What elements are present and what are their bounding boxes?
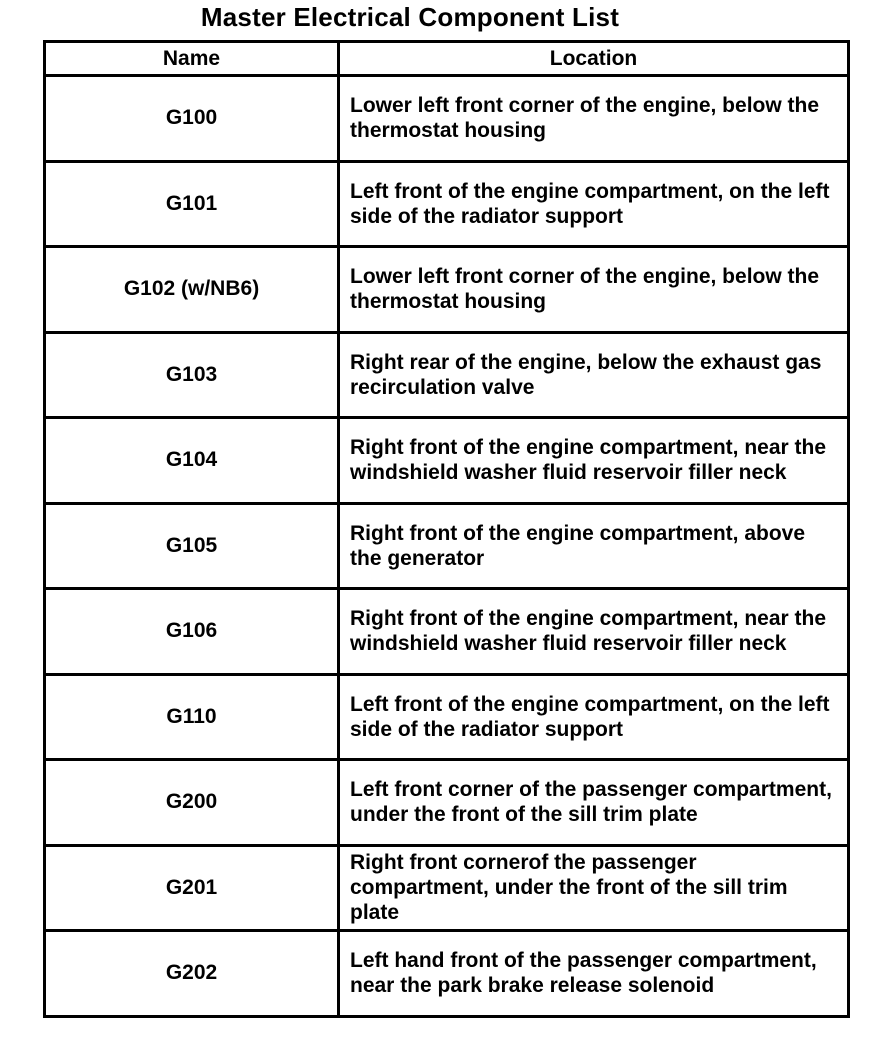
- table-row: [45, 760, 849, 846]
- component-table: [43, 40, 850, 1018]
- table-row: [45, 247, 849, 333]
- component-location: Lower left front corner of the engine, below the thermostat housing: [339, 76, 849, 162]
- component-name: G201: [45, 845, 339, 931]
- page-title: Master Electrical Component List: [200, 2, 620, 32]
- component-name: G110: [45, 674, 339, 760]
- table-row: [45, 76, 849, 162]
- component-name: G106: [45, 589, 339, 675]
- table-row: [45, 674, 849, 760]
- component-name: G103: [45, 332, 339, 418]
- column-header-name: Name: [45, 42, 339, 76]
- table-header-row: [45, 42, 849, 76]
- component-location: Right front cornerof the passenger compartment, under the front of the sill trim plate: [339, 845, 849, 931]
- component-location: Left front of the engine compartment, on the left side of the radiator support: [339, 674, 849, 760]
- table-row: [45, 589, 849, 675]
- table-row: [45, 332, 849, 418]
- table-row: [45, 931, 849, 1017]
- component-location: Lower left front corner of the engine, below the thermostat housing: [339, 247, 849, 333]
- component-location: Right front of the engine compartment, near the windshield washer fluid reservoir filler neck: [339, 589, 849, 675]
- component-name: G100: [45, 76, 339, 162]
- component-location: Right front of the engine compartment, near the windshield washer fluid reservoir filler neck: [339, 418, 849, 504]
- component-name: G102 (w/NB6): [45, 247, 339, 333]
- component-name: G104: [45, 418, 339, 504]
- component-location: Left front corner of the passenger compartment, under the front of the sill trim plate: [339, 760, 849, 846]
- table-row: [45, 161, 849, 247]
- table-row: [45, 418, 849, 504]
- column-header-location: Location: [339, 42, 849, 76]
- component-name: G200: [45, 760, 339, 846]
- component-location: Left front of the engine compartment, on the left side of the radiator support: [339, 161, 849, 247]
- component-name: G101: [45, 161, 339, 247]
- component-location: Left hand front of the passenger compartment, near the park brake release solenoid: [339, 931, 849, 1017]
- component-name: G202: [45, 931, 339, 1017]
- table-row: [45, 845, 849, 931]
- component-location: Right rear of the engine, below the exhaust gas recirculation valve: [339, 332, 849, 418]
- component-location: Right front of the engine compartment, above the generator: [339, 503, 849, 589]
- component-name: G105: [45, 503, 339, 589]
- table-row: [45, 503, 849, 589]
